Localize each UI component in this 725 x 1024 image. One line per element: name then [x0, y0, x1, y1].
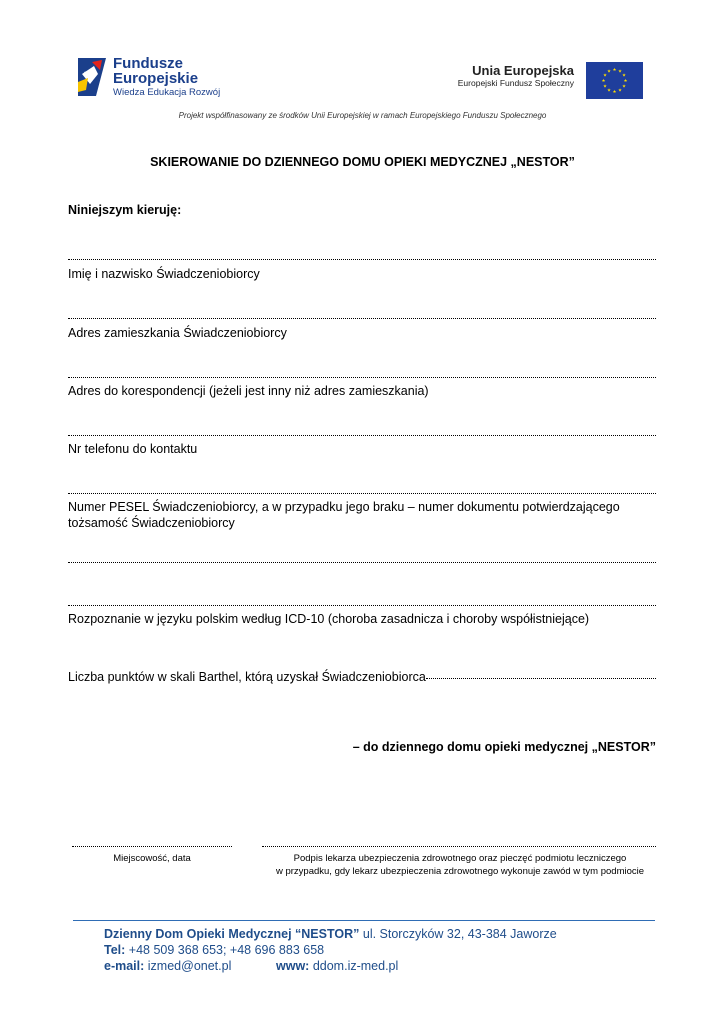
eu-star-icon: ★ [606, 68, 612, 74]
name-label: Imię i nazwisko Świadczeniobiorcy [68, 267, 260, 281]
fundusze-europejskie-text [113, 56, 220, 98]
document-title: SKIEROWANIE DO DZIENNEGO DOMU OPIEKI MEDYCZNEJ „NESTOR” [150, 155, 575, 169]
eu-star-icon: ★ [622, 83, 627, 89]
cofinancing-note: Projekt współfinasowany ze środków Unii Europejskiej w ramach Europejskiego Funduszu Społecznego [178, 111, 547, 120]
eu-star-icon: ★ [606, 87, 612, 93]
diagnosis-fill-line-2[interactable] [68, 605, 656, 606]
eu-star-icon: ★ [617, 68, 623, 74]
eu-star-icon: ★ [612, 67, 617, 73]
intro-text: Niniejszym kieruję: [68, 203, 182, 217]
eu-star-icon: ★ [602, 83, 607, 89]
footer-org-name: Dzienny Dom Opieki Medycznej “NESTOR” [104, 927, 360, 941]
fe-logo-line3: Wiedza Edukacja Rozwój [113, 87, 221, 98]
name-fill-line[interactable] [68, 259, 656, 260]
address-label: Adres zamieszkania Świadczeniobiorcy [68, 326, 287, 340]
footer-tel-line [104, 942, 324, 958]
footer-email-value[interactable]: izmed@onet.pl [147, 959, 232, 973]
eu-star-icon: ★ [612, 89, 617, 95]
diagnosis-label: Rozpoznanie w języku polskim według ICD-10 (choroba zasadnicza i choroby współistniejące) [68, 612, 590, 626]
address-fill-line[interactable] [68, 318, 656, 319]
doctor-caption-line1: Podpis lekarza ubezpieczenia zdrowotnego oraz pieczęć podmiotu leczniczego [293, 853, 627, 864]
footer-email-line [104, 958, 231, 974]
phone-fill-line[interactable] [68, 435, 656, 436]
diagnosis-fill-line-1[interactable] [68, 562, 656, 563]
eu-star-icon: ★ [617, 87, 623, 93]
footer-www-label: www: [276, 959, 310, 973]
eu-star-icon: ★ [622, 72, 627, 78]
corr-address-fill-line[interactable] [68, 377, 656, 378]
place-date-caption: Miejscowość, data [113, 853, 191, 864]
footer-divider [73, 920, 655, 921]
fe-logo-line1: Fundusze [113, 55, 183, 72]
destination-text: – do dziennego domu opieki medycznej „NESTOR” [352, 740, 656, 754]
phone-label: Nr telefonu do kontaktu [68, 442, 198, 456]
footer-tel-label: Tel: [104, 943, 126, 957]
pesel-label-line2: tożsamość Świadczeniobiorcy [68, 516, 235, 530]
barthel-fill-line[interactable] [426, 678, 656, 679]
eu-star-icon: ★ [623, 78, 628, 84]
pesel-label-line1: Numer PESEL Świadczeniobiorcy, a w przypadku jego braku – numer dokumentu potwierdzającego [68, 500, 620, 514]
doctor-caption-line2: w przypadku, gdy lekarz ubezpieczenia zdrowotnego wykonuje zawód w tym podmiocie [275, 866, 645, 877]
fe-logo-line2: Europejskie [113, 70, 199, 87]
eu-star-icon: ★ [601, 78, 606, 84]
pesel-fill-line[interactable] [68, 493, 656, 494]
footer-www-line [276, 958, 398, 974]
place-date-fill-line[interactable] [72, 846, 232, 847]
ue-line1: Unia Europejska [472, 63, 574, 78]
doctor-signature-fill-line[interactable] [262, 846, 656, 847]
eu-flag-icon [586, 62, 643, 99]
footer-org-line [104, 926, 557, 942]
unia-europejska-text [458, 64, 574, 89]
footer-address: ul. Storczyków 32, 43-384 Jaworze [362, 927, 557, 941]
footer-tel-value: +48 509 368 653; +48 696 883 658 [128, 943, 325, 957]
corr-address-label: Adres do korespondencji (jeżeli jest inny niż adres zamieszkania) [68, 384, 429, 398]
ue-line2: Europejski Fundusz Społeczny [457, 77, 574, 88]
barthel-label: Liczba punktów w skali Barthel, którą uzyskał Świadczeniobiorca [68, 670, 426, 684]
eu-star-icon: ★ [602, 72, 607, 78]
footer-www-value[interactable]: ddom.iz-med.pl [312, 959, 399, 973]
footer-email-label: e-mail: [104, 959, 145, 973]
